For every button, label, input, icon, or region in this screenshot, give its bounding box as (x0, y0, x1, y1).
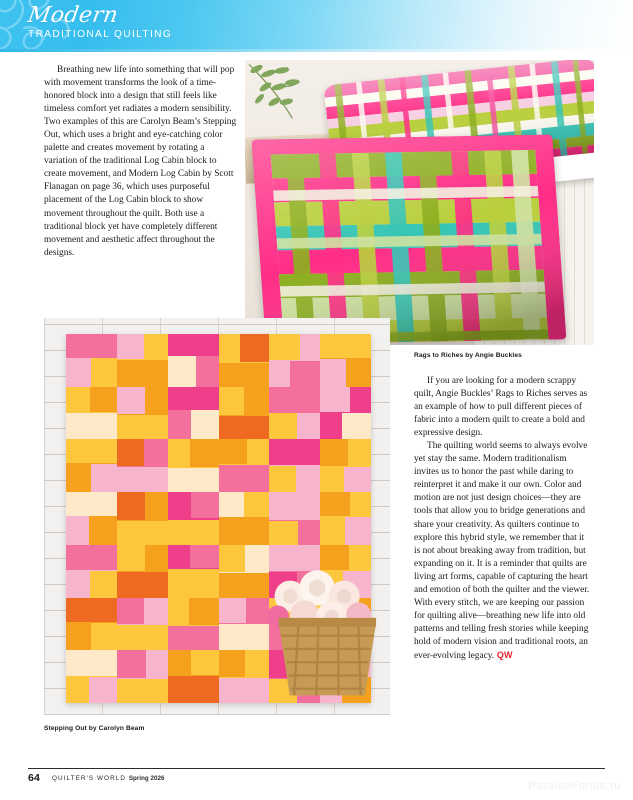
quilt-block (219, 492, 270, 545)
quilt-block (219, 334, 270, 387)
quilt-block (168, 334, 219, 387)
paragraph (414, 440, 592, 663)
quilt-draped-front (252, 135, 567, 345)
quilt-block (168, 598, 219, 651)
quilt-block (117, 439, 168, 492)
quilt-block (168, 545, 219, 598)
quilt-block (66, 334, 117, 387)
quilt-block (320, 492, 371, 545)
footer-issue: Spring 2026 (128, 775, 165, 782)
footer-publication (52, 775, 165, 782)
quilt-block (66, 439, 117, 492)
footer-publication-name: QUILTER'S WORLD (52, 775, 127, 782)
quilt-block (320, 387, 371, 440)
masthead (28, 4, 172, 40)
quilt-block (66, 492, 117, 545)
caption-stepping-out: Stepping Out by Carolyn Beam (44, 725, 145, 732)
header-divider (0, 49, 633, 52)
paragraph: Breathing new life into something that will pop with movement transforms the look of a time-honored block into a design that still feels like timeless comfort yet radiates a modern sensibility. Two examples of this are Carolyn Beam’s Stepping Out, which uses a bright and eye-catching color palette and creates movement by rotating a variation of the traditional Log Cabin block to create movement, and Modern Log Cabin by Scott Flanagan on page 36, which uses purposeful placement of the Log Cabin block to show movement throughout the quilt. Both use a traditional block yet have completely different movement and aesthetic affect throughout the designs. (44, 65, 237, 258)
quilt-block (168, 650, 219, 703)
quilt-block (219, 387, 270, 440)
quilt-block (117, 334, 168, 387)
quilt-block (168, 492, 219, 545)
quilt-block (168, 439, 219, 492)
quilt-block (66, 598, 117, 651)
masthead-script-title: Modern (26, 3, 120, 28)
wicker-basket-icon (272, 596, 383, 715)
quilt-block (117, 650, 168, 703)
quilt-block (269, 439, 320, 492)
quilt-block (117, 598, 168, 651)
quilt-block (117, 492, 168, 545)
quilt-block (117, 545, 168, 598)
quilt-block (168, 387, 219, 440)
quilt-block (320, 334, 371, 387)
quilt-block (269, 387, 320, 440)
quilt-block (117, 387, 168, 440)
quilt-block (66, 650, 117, 703)
quilt-block (269, 492, 320, 545)
quilt-block (320, 439, 371, 492)
article-right-column (414, 375, 592, 663)
footer-divider (28, 768, 605, 769)
quilt-block (66, 387, 117, 440)
page-number: 64 (28, 772, 41, 784)
caption-rags-to-riches: Rags to Riches by Angie Buckles (414, 352, 522, 359)
article-left-column (44, 64, 237, 260)
quilt-rail-pattern (252, 135, 567, 345)
photo-rags-to-riches (245, 60, 594, 345)
page-header-banner (0, 0, 633, 49)
quilt-block (66, 545, 117, 598)
end-of-article-mark: QW (494, 649, 513, 660)
paragraph: If you are looking for a modern scrappy quilt, Angie Buckles’ Rags to Riches serves as an example of how to pull different pieces of fabric into a modern quilt to create a bold and expressive design. (414, 376, 588, 439)
quilt-block (269, 334, 320, 387)
paragraph-text: The quilting world seems to always evolve yet stay the same. Modern traditionalism invites us to honor the past while daring to reinterpret it and make it our own. Color and motion are not just design choices—they are tools that allow you to bridge generations and share your creativity. As quilters continue to explore this hybrid style, we remember that it is not about breaking away from tradition, but expanding on it. It is a reminder that quilts are living art forms, capable of capturing the heart and emotion of both the quilter and the viewer. With every stitch, we are keeping our passion for quilting alive—breathing new life into old patterns and telling fresh stories while keeping hold of modern vision and traditional roots, an ever-evolving legacy. (414, 441, 590, 661)
quilt-block (219, 439, 270, 492)
masthead-subtitle: TRADITIONAL QUILTING (28, 29, 173, 41)
site-watermark: PassionForum.ru (528, 780, 621, 792)
photo-stepping-out (44, 318, 390, 715)
